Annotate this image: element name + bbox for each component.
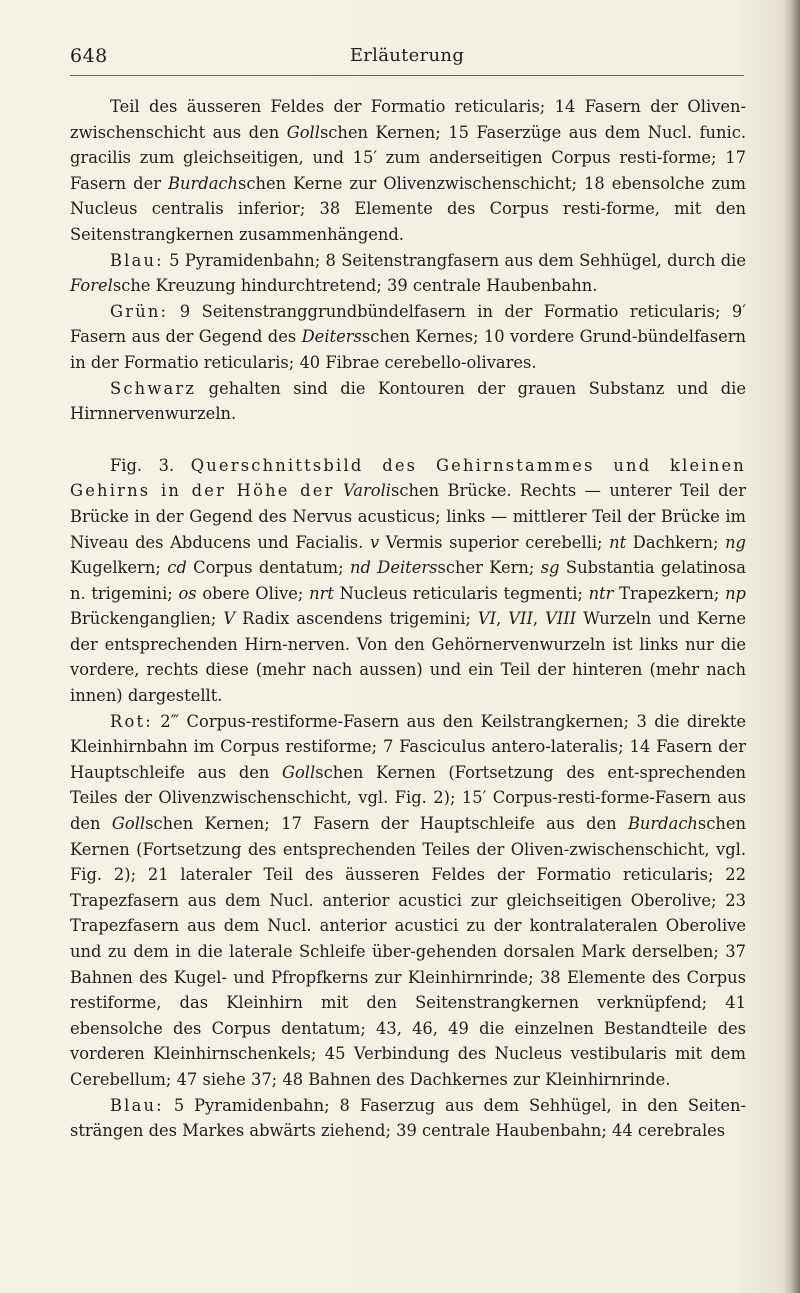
paragraph-rot-continued: Teil des äusseren Feldes der Formatio reticularis; 14 Fasern der Oliven-zwischenschicht aus den Gollschen Kernen; 15 Faserzüge aus dem Nucl. funic. gracilis zum gleichseitigen, und 15′ zum anderseitigen Corpus resti-forme; 17 Fasern der Burdachschen Kerne zur Olivenzwischenschicht; 18 ebensolche zum Nucleus centralis inferior; 38 Elemente des Corpus resti-forme, mit den Seitenstrangkernen zusammenhängend.	[70, 97, 746, 244]
page-header	[70, 45, 744, 75]
page-number: 648	[70, 45, 108, 67]
header-rule	[70, 75, 744, 76]
paragraph-schwarz: Schwarz gehalten sind die Kontouren der grauen Substanz und die Hirnnervenwurzeln.	[70, 378, 746, 424]
paragraph-blau: Blau: 5 Pyramidenbahn; 8 Seitenstrangfasern aus dem Sehhügel, durch die Forelsche Kreuzung hindurchtretend; 39 centrale Haubenbahn.	[70, 250, 746, 296]
paragraph-fig3-caption: Fig. 3. Querschnittsbild des Gehirnstammes und kleinen Gehirns in der Höhe der Varolischen Brücke. Rechts — unterer Teil der Brücke in der Gegend des Nervus acusticus; links — mittlerer Teil der Brücke im Niveau des Abducens und Facialis. v Vermis superior cerebelli; nt Dachkern; ng Kugelkern; cd Corpus dentatum; nd Deitersscher Kern; sg Substantia gelatinosa n. trigemini; os obere Olive; nrt Nucleus reticularis tegmenti; ntr Trapezkern; np Brückenganglien; V Radix ascendens trigemini; VI, VII, VIII Wurzeln und Kerne der entsprechenden Hirn-nerven. Von den Gehörnervenwurzeln ist links nur die vordere, rechts diese (mehr nach aussen) und ein Teil der hinteren (mehr nach innen) dargestellt.	[70, 455, 747, 706]
running-title: Erläuterung	[349, 45, 465, 66]
body-text	[70, 94, 746, 1144]
paragraph-blau-fig3: Blau: 5 Pyramidenbahn; 8 Faserzug aus dem Sehhügel, in den Seiten-strängen des Markes abwärts ziehend; 39 centrale Haubenbahn; 44 cerebrales	[70, 1095, 746, 1141]
paragraph-gruen: Grün: 9 Seitenstranggrundbündelfasern in der Formatio reticularis; 9′ Fasern aus der Gegend des Deitersschen Kernes; 10 vordere Grund-bündelfasern in der Formatio reticularis; 40 Fibrae cerebello-olivares.	[70, 301, 746, 372]
paragraph-rot-fig3: Rot: 2‴ Corpus-restiforme-Fasern aus den Keilstrangkernen; 3 die direkte Kleinhirnbahn im Corpus restiforme; 7 Fasciculus antero-lateralis; 14 Fasern der Hauptschleife aus den Gollschen Kernen (Fortsetzung des ent-sprechenden Teiles der Olivenzwischenschicht, vgl. Fig. 2); 15′ Corpus-resti-forme-Fasern aus den Gollschen Kernen; 17 Fasern der Hauptschleife aus den Burdachschen Kernen (Fortsetzung des entsprechenden Teiles der Oliven-zwischenschicht, vgl. Fig. 2); 21 lateraler Teil des äusseren Feldes der Formatio reticularis; 22 Trapezfasern aus dem Nucl. anterior acustici zur gleichseitigen Oberolive; 23 Trapezfasern aus dem Nucl. anterior acustici zu der kontralateralen Oberolive und zu dem in die laterale Schleife über-gehenden dorsalen Mark derselben; 37 Bahnen des Kugel- und Pfropfkerns zur Kleinhirnrinde; 38 Elemente des Corpus restiforme, das Kleinhirn mit den Seitenstrangkernen verknüpfend; 41 ebensolche des Corpus dentatum; 43, 46, 49 die einzelnen Bestandteile des vorderen Kleinhirnschenkels; 45 Verbindung des Nucleus vestibularis mit dem Cerebellum; 47 siehe 37; 48 Bahnen des Dachkernes zur Kleinhirnrinde.	[70, 711, 747, 1089]
page-edge-shadow	[784, 0, 800, 1293]
